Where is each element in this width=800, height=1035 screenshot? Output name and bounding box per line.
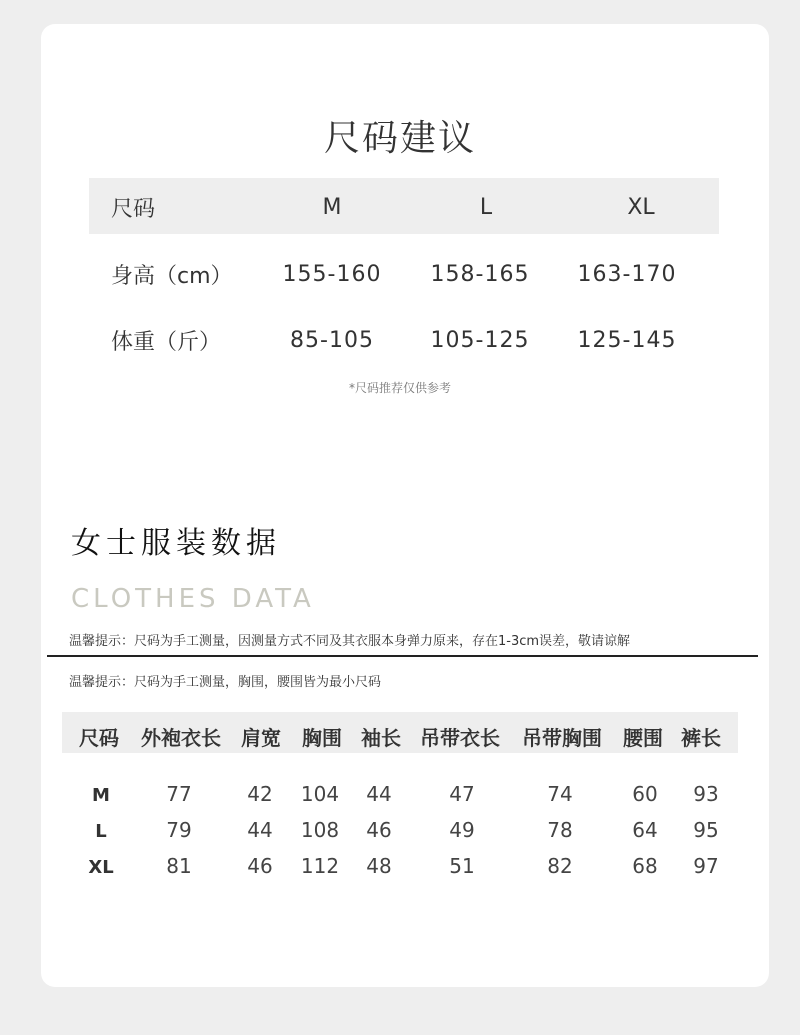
clothes-cell: 64 xyxy=(632,818,658,842)
clothes-cell: 46 xyxy=(366,818,392,842)
size-guide-height-l: 158-165 xyxy=(430,262,530,287)
clothes-header-bust: 胸围 xyxy=(302,726,342,750)
clothes-data-title: 女士服装数据 xyxy=(71,526,281,561)
clothes-header-size: 尺码 xyxy=(79,726,119,750)
size-guide-header-l: L xyxy=(479,195,493,220)
size-guide-header-bar xyxy=(89,178,719,234)
clothes-cell: 47 xyxy=(449,782,475,806)
measurement-tip: 温馨提示：尺码为手工测量，因测量方式不同及其衣服本身弹力原来，存在1-3cm误差，敬请谅解 xyxy=(69,634,631,649)
size-guide-row-weight-label: 体重（斤） xyxy=(111,330,222,355)
minimum-size-tip: 温馨提示：尺码为手工测量，胸围，腰围皆为最小尺码 xyxy=(69,675,382,690)
clothes-cell: 68 xyxy=(632,854,658,878)
clothes-cell: 46 xyxy=(247,854,273,878)
clothes-header-robe-length: 外袍衣长 xyxy=(141,726,221,750)
clothes-row-size: L xyxy=(95,821,107,842)
clothes-row-size: XL xyxy=(88,857,114,878)
clothes-cell: 93 xyxy=(693,782,719,806)
size-guide-title: 尺码建议 xyxy=(323,118,476,159)
clothes-cell: 49 xyxy=(449,818,475,842)
clothes-header-pants-length: 裤长 xyxy=(681,726,721,750)
clothes-cell: 104 xyxy=(300,782,340,806)
clothes-cell: 95 xyxy=(693,818,719,842)
clothes-cell: 112 xyxy=(300,854,340,878)
section-divider xyxy=(47,655,758,657)
clothes-cell: 51 xyxy=(449,854,475,878)
clothes-data-subtitle: CLOTHES DATA xyxy=(71,584,315,614)
clothes-cell: 60 xyxy=(632,782,658,806)
size-guide-note: *尺码推荐仅供参考 xyxy=(348,381,451,395)
size-guide-height-xl: 163-170 xyxy=(577,262,677,287)
clothes-cell: 42 xyxy=(247,782,273,806)
clothes-header-camisole-length: 吊带衣长 xyxy=(420,726,500,750)
size-guide-weight-xl: 125-145 xyxy=(577,328,677,353)
clothes-cell: 44 xyxy=(247,818,273,842)
clothes-cell: 81 xyxy=(166,854,192,878)
size-guide-weight-m: 85-105 xyxy=(290,328,374,353)
clothes-row-size: M xyxy=(92,785,110,806)
clothes-cell: 108 xyxy=(300,818,340,842)
clothes-cell: 74 xyxy=(547,782,573,806)
clothes-cell: 77 xyxy=(166,782,192,806)
size-guide-weight-l: 105-125 xyxy=(430,328,530,353)
size-guide-header-size: 尺码 xyxy=(111,197,156,222)
clothes-header-camisole-bust: 吊带胸围 xyxy=(522,726,602,750)
size-guide-header-m: M xyxy=(322,195,342,220)
size-guide-row-height-label: 身高（cm） xyxy=(111,264,233,289)
clothes-header-waist: 腰围 xyxy=(623,726,663,750)
clothes-cell: 97 xyxy=(693,854,719,878)
clothes-cell: 82 xyxy=(547,854,573,878)
clothes-cell: 79 xyxy=(166,818,192,842)
size-guide-header-xl: XL xyxy=(627,195,655,220)
clothes-cell: 78 xyxy=(547,818,573,842)
clothes-header-sleeve: 袖长 xyxy=(361,726,401,750)
clothes-header-shoulder: 肩宽 xyxy=(241,726,281,750)
clothes-cell: 48 xyxy=(366,854,392,878)
content-card xyxy=(41,24,769,987)
clothes-cell: 44 xyxy=(366,782,392,806)
size-guide-height-m: 155-160 xyxy=(282,262,382,287)
